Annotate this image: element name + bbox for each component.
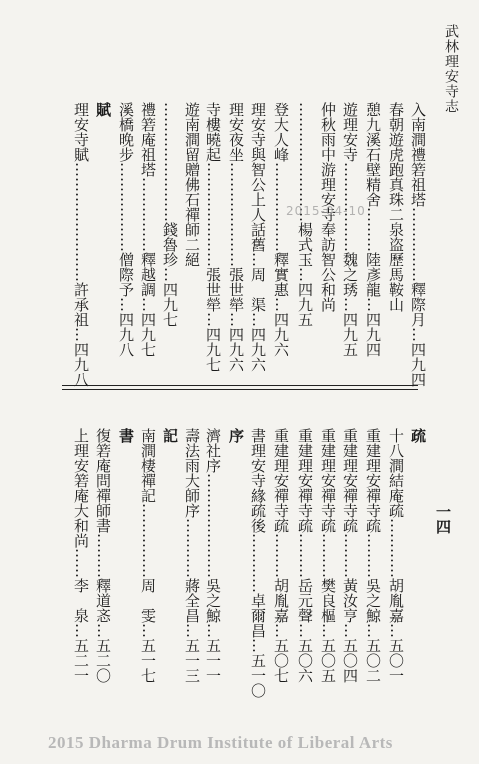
- toc-entry: 壽法雨大師序…………蔣全昌…五一三: [183, 428, 201, 683]
- toc-entry: 理安寺賦……………………許承祖…四九八: [72, 102, 90, 387]
- section-heading: 書: [117, 428, 135, 443]
- toc-entry: 理安夜坐…………………張世犖…四九六: [227, 102, 245, 372]
- institute-watermark: 2015 Dharma Drum Institute of Liberal Arts: [48, 733, 393, 752]
- toc-entry: 重建理安禪寺疏………樊良樞…五〇五: [319, 428, 337, 683]
- toc-entry: 濟社序…………………吳之鯨…五一一: [204, 428, 222, 683]
- toc-entry: 寺樓曉起…………………張世犖…四九七: [204, 102, 222, 372]
- section-heading: 賦: [94, 102, 112, 117]
- section-divider: [62, 389, 418, 390]
- section-heading: 序: [227, 428, 245, 443]
- toc-entry: 理安寺與智公上人話舊…周 渠…四九六: [249, 102, 267, 372]
- toc-entry: 重建理安禪寺疏………吳之鯨…五〇二: [364, 428, 382, 683]
- toc-entry: 南澗棲禪記……………周 雯…五一七: [139, 428, 157, 683]
- toc-entry: 復箬庵問禪師書………釋道忞…五二〇: [94, 428, 112, 683]
- toc-entry: 重建理安禪寺疏………岳元聲…五〇六: [296, 428, 314, 683]
- toc-entry: 登大人峰………………釋實惠…四九六: [272, 102, 290, 357]
- toc-entry: 入南澗禮箬祖塔……………釋際月…四九四: [409, 102, 427, 387]
- toc-entry: 重建理安禪寺疏………黃汝亨…五〇四: [341, 428, 359, 683]
- toc-entry: 上理安箬庵大和尚……李 泉…五二一: [72, 428, 90, 683]
- toc-entry: 重建理安禪寺疏………胡胤嘉…五〇七: [272, 428, 290, 683]
- page-number: 一四: [434, 504, 452, 534]
- toc-entry: ……………………錢魯珍…四九七: [161, 102, 179, 327]
- book-title: 武林理安寺志: [443, 24, 459, 114]
- date-watermark: 2015-04-10: [286, 204, 366, 218]
- section-heading: 記: [161, 428, 179, 443]
- toc-entry: 禮箬庵祖塔……………釋越調…四九七: [139, 102, 157, 357]
- toc-entry: 遊南澗留贈佛石禪師二絕: [183, 102, 201, 267]
- toc-entry: 書理安寺緣疏後…………卓爾昌…五一〇: [249, 428, 267, 698]
- section-heading: 疏: [409, 428, 427, 443]
- section-divider: [62, 385, 418, 386]
- toc-entry: 春朝遊虎跑真珠二泉盗歷馬鞍山: [387, 102, 405, 312]
- toc-entry: 憩九溪石壁精舍………陸彥龍…四九四: [364, 102, 382, 357]
- toc-entry: 遊理安寺………………魏之琇…四九五: [341, 102, 359, 357]
- toc-entry: 溪橋晚步………………僧際予…四九八: [117, 102, 135, 357]
- toc-entry: ……………………楊式玉…四九五: [296, 102, 314, 327]
- toc-entry: 十八澗結庵疏…………胡胤嘉…五〇一: [387, 428, 405, 683]
- toc-entry: 仲秋雨中游理安寺奉訪智公和尚: [319, 102, 337, 312]
